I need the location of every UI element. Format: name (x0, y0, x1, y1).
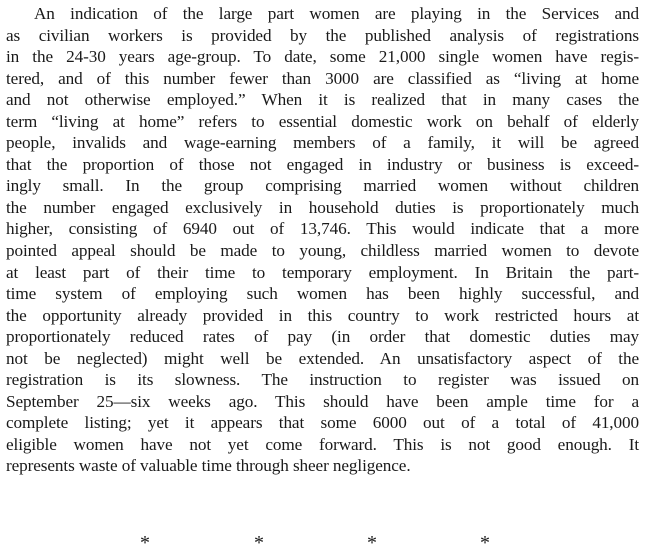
article-line-9: ingly small. In the group comprising married women without children (6, 176, 639, 196)
article-body (6, 3, 649, 477)
asterism-separator (0, 533, 649, 553)
article-line-8: that the proportion of those not engaged in industry or business is exceed- (6, 154, 639, 174)
article-line-15: the opportunity already provided in this country to work restricted hours at (6, 305, 639, 325)
article-line-5: and not otherwise employed.” When it is realized that in many cases the (6, 90, 639, 110)
article-line-19: September 25—six weeks ago. This should have been ample time for a (6, 391, 639, 411)
article-line-12: pointed appeal should be made to young, childless married women to devote (6, 241, 639, 261)
article-line-7: people, invalids and wage-earning members of a family, it will be agreed (6, 133, 639, 153)
article-line-14: time system of employing such women has been highly successful, and (6, 284, 639, 304)
separator-star: * (367, 532, 377, 554)
article-line-21: eligible women have not yet come forward. This is not good enough. It (6, 434, 639, 454)
separator-star: * (140, 532, 150, 554)
article-line-10: the number engaged exclusively in household duties is proportionately much (6, 197, 639, 217)
article-line-11: higher, consisting of 6940 out of 13,746. This would indicate that a more (6, 219, 639, 239)
article-line-22: represents waste of valuable time through sheer negligence. (6, 456, 411, 476)
article-line-2: as civilian workers is provided by the published analysis of registrations (6, 25, 639, 45)
article-line-20: complete listing; yet it appears that some 6000 out of a total of 41,000 (6, 413, 639, 433)
article-line-17: not be neglected) might well be extended. An unsatisfactory aspect of the (6, 348, 639, 368)
article-line-3: in the 24-30 years age-group. To date, some 21,000 single women have regis- (6, 47, 639, 67)
article-line-6: term “living at home” refers to essential domestic work on behalf of elderly (6, 111, 639, 131)
article-line-18: registration is its slowness. The instruction to register was issued on (6, 370, 639, 390)
separator-star: * (480, 532, 490, 554)
article-line-4: tered, and of this number fewer than 3000 are classified as “living at home (6, 68, 639, 88)
article-line-16: proportionately reduced rates of pay (in order that domestic duties may (6, 327, 639, 347)
article-line-1: An indication of the large part women are playing in the Services and (34, 4, 639, 23)
article-line-13: at least part of their time to temporary employment. In Britain the part- (6, 262, 639, 282)
separator-star: * (254, 532, 264, 554)
